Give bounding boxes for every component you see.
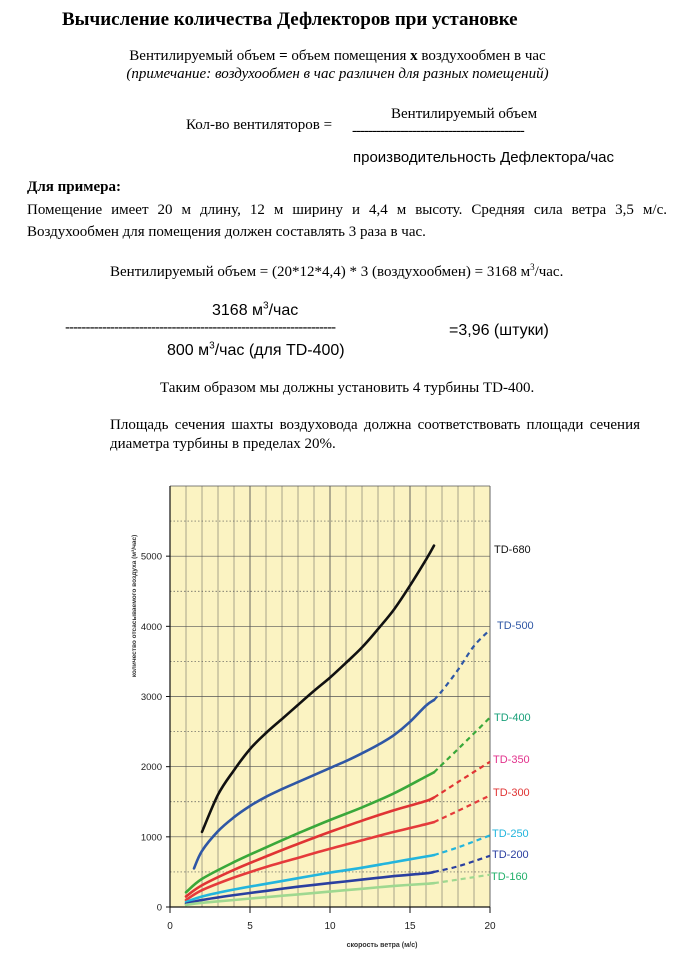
volume-suffix: /час. [534,264,564,280]
page-title: Вычисление количества Дефлекторов при установке [62,9,518,30]
series-label-td-160: TD-160 [491,871,528,883]
fan-count-denominator: производительность Дефлектора/час [353,149,614,166]
formula-ventilated-volume [0,48,675,65]
series-label-td-300: TD-300 [493,787,530,799]
series-label-td-680: TD-680 [494,544,531,556]
conclusion-text: Таким образом мы должны установить 4 турбины TD-400. [160,380,535,396]
calc-den-suffix: /час (для TD-400) [214,342,345,359]
y-tick-label: 5000 [140,551,162,563]
x-tick-label: 5 [247,921,253,932]
y-tick-label: 0 [156,902,162,914]
formula-note: (примечание: воздухообмен в час различен для разных помещений) [126,66,549,82]
example-volume [110,264,563,281]
y-tick-label: 4000 [140,621,162,633]
calc-num-prefix: 3168 м [212,302,264,319]
x-tick-label: 0 [167,921,173,932]
x-axis-title: скорость ветра (м/с) [346,942,418,949]
duct-section-paragraph: Площадь сечения шахты воздуховода должна соответствовать площади сечения диаметра турбины в пределах 20%. [110,417,640,452]
example-text: Помещение имеет 20 м длину, 12 м ширину и 4,4 м высоту. Средняя сила ветра 3,5 м/с. Воздухообмен для помещения должен составлять 3 раза в час. [27,202,667,240]
series-label-td-400: TD-400 [494,712,531,724]
calc-denominator [167,342,345,360]
calc-result: =3,96 (штуки) [449,322,549,339]
x-tick-label: 10 [324,921,336,932]
calc-numerator [212,302,298,320]
volume-prefix: Вентилируемый объем = (20*12*4,4) * 3 (воздухообмен) = 3168 м [110,264,531,280]
formula-eq: = [279,48,288,64]
formula-left: Вентилируемый объем [129,48,276,64]
volume-sup: 3 [530,262,535,272]
example-heading: Для примера: [27,179,121,195]
calc-num-suffix: /час [268,302,299,319]
series-label-td-500: TD-500 [497,620,534,632]
y-axis-title: количество отсасываемого воздуха (м³/час) [131,534,138,678]
x-tick-label: 15 [404,921,416,932]
y-tick-label: 1000 [140,832,162,844]
calc-den-sup: 3 [209,340,215,352]
formula-right: воздухообмен в час [421,48,546,64]
calc-num-sup: 3 [263,300,269,312]
calc-fraction-line: ------------------------------------------------------------------ [65,319,336,336]
fan-count-label: Кол-во вентиляторов = [186,117,333,133]
fan-count-fraction-line: ------------------------------------------- [352,123,524,139]
calc-den-prefix: 800 м [167,342,210,359]
x-tick-label: 20 [484,921,496,932]
series-label-td-350: TD-350 [493,754,530,766]
fan-count-numerator: Вентилируемый объем [391,106,538,122]
y-tick-label: 2000 [140,762,162,774]
formula-mid: объем помещения [291,48,407,64]
series-label-td-200: TD-200 [492,849,529,861]
formula-op: x [410,48,418,64]
airflow-chart [0,470,675,960]
y-tick-label: 3000 [140,692,162,703]
series-label-td-250: TD-250 [492,828,529,840]
